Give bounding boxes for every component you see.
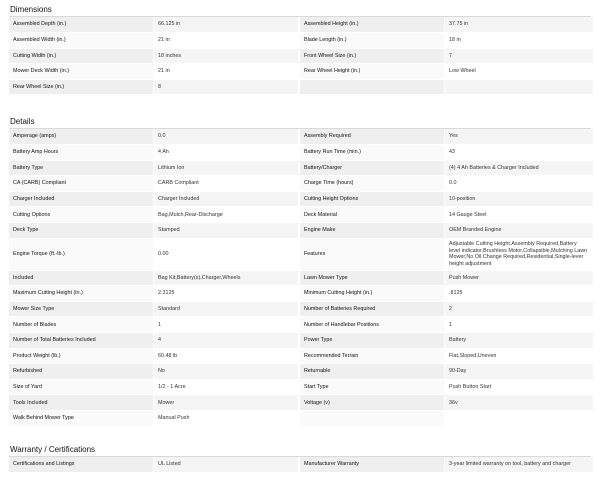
spec-value: Bag,Mulch,Rear-Discharge	[154, 207, 299, 223]
spec-value: Push Button Start	[445, 379, 594, 395]
spec-label: Tools Included	[9, 395, 154, 411]
spec-value: 7	[445, 48, 594, 64]
spec-label: Cutting Options	[9, 207, 154, 223]
spec-label: Battery Amp Hours	[9, 145, 154, 161]
spec-row	[9, 64, 593, 80]
spec-row	[9, 79, 593, 95]
spec-label: Cutting Width (in.)	[9, 48, 154, 64]
spec-label: Power Type	[300, 333, 445, 349]
spec-value: Push Mower	[445, 270, 594, 286]
spec-value: OEM Branded Engine	[445, 223, 594, 239]
spec-value: 10-position	[445, 191, 594, 207]
spec-value: Stamped	[154, 223, 299, 239]
spec-row	[9, 160, 593, 176]
spec-label: Assembled Depth (in.)	[9, 17, 154, 33]
spec-value: Yes	[445, 129, 594, 145]
spec-row	[9, 395, 593, 411]
spec-label: CA (CARB) Compliant	[9, 176, 154, 192]
spec-value: 36v	[445, 395, 594, 411]
spec-value: 4 Ah	[154, 145, 299, 161]
details-section	[9, 116, 591, 427]
spec-label: Deck Type	[9, 223, 154, 239]
spec-row	[9, 17, 593, 33]
spec-value: 0.0	[154, 129, 299, 145]
spec-row	[9, 317, 593, 333]
spec-label: Assembled Height (in.)	[300, 17, 445, 33]
spec-label: Walk Behind Mower Type	[9, 411, 154, 427]
spec-value: CARB Compliant	[154, 176, 299, 192]
spec-row	[9, 348, 593, 364]
spec-label: Number of Handlebar Positions	[300, 317, 445, 333]
spec-value: 8	[154, 79, 299, 95]
spec-row	[9, 191, 593, 207]
spec-label: Minimum Cutting Height (in.)	[300, 286, 445, 302]
spec-row	[9, 223, 593, 239]
spec-value: Mower	[154, 395, 299, 411]
spec-row	[9, 33, 593, 49]
spec-label: Rear Wheel Height (in.)	[300, 64, 445, 80]
spec-label: Manufacturer Warranty	[300, 457, 445, 472]
details-title: Details	[9, 116, 591, 129]
spec-label: Battery/Charger	[300, 160, 445, 176]
spec-row	[9, 238, 593, 270]
spec-row	[9, 286, 593, 302]
dimensions-section	[9, 4, 591, 95]
spec-value: Manual Push	[154, 411, 299, 427]
spec-value: 2	[445, 301, 594, 317]
spec-label: Voltage (v)	[300, 395, 445, 411]
dimensions-table	[9, 17, 593, 95]
spec-row	[9, 364, 593, 380]
spec-row	[9, 411, 593, 427]
spec-label: Amperage (amps)	[9, 129, 154, 145]
spec-value: Standard	[154, 301, 299, 317]
spec-label: Features	[300, 238, 445, 270]
spec-label: Charger Included	[9, 191, 154, 207]
spec-value: .8125	[445, 286, 594, 302]
spec-label: Engine Make	[300, 223, 445, 239]
spec-label: Returnable	[300, 364, 445, 380]
spec-value: 3-year limited warranty on tool, battery and charger	[445, 457, 594, 472]
spec-label	[300, 411, 445, 427]
spec-value: 21 in	[154, 33, 299, 49]
spec-label: Rear Wheel Size (in.)	[9, 79, 154, 95]
spec-row	[9, 379, 593, 395]
spec-value: Battery	[445, 333, 594, 349]
spec-label: Certifications and Listings	[9, 457, 154, 472]
spec-label: Mower Deck Width (in.)	[9, 64, 154, 80]
spec-label: Size of Yard	[9, 379, 154, 395]
spec-value: 18 inches	[154, 48, 299, 64]
spec-value	[445, 79, 594, 95]
spec-value: 1	[154, 317, 299, 333]
spec-row	[9, 48, 593, 64]
spec-row	[9, 129, 593, 145]
details-table	[9, 129, 593, 427]
spec-row	[9, 270, 593, 286]
dimensions-title: Dimensions	[9, 4, 591, 17]
spec-row	[9, 145, 593, 161]
spec-label: Recommended Terrain	[300, 348, 445, 364]
spec-value: 0.00	[154, 238, 299, 270]
spec-label: Maximum Cutting Height (in.)	[9, 286, 154, 302]
spec-label: Lawn Mower Type	[300, 270, 445, 286]
spec-value	[445, 411, 594, 427]
spec-label: Blade Length (in.)	[300, 33, 445, 49]
spec-value: 1/2 - 1 Acre	[154, 379, 299, 395]
warranty-table	[9, 457, 593, 473]
spec-value: Adjustable Cutting Height,Assembly Required,Battery level indicator,Brushless Motor,Collapsible,Mulching Lawn Mower,No Oil Change Required,Residential,Single-lever height adjustment	[445, 238, 594, 270]
spec-label: Product Weight (lb.)	[9, 348, 154, 364]
spec-value: Lithium Ion	[154, 160, 299, 176]
spec-value: (4) 4 Ah Batteries & Charger Included	[445, 160, 594, 176]
spec-label: Battery Run Time (min.)	[300, 145, 445, 161]
spec-value: 21 in	[154, 64, 299, 80]
spec-label: Front Wheel Size (in.)	[300, 48, 445, 64]
spec-value: Bag Kit,Battery(s),Charger,Wheels	[154, 270, 299, 286]
spec-value: 14 Gauge Steel	[445, 207, 594, 223]
spec-value: Flat,Sloped,Uneven	[445, 348, 594, 364]
spec-label: Number of Batteries Required	[300, 301, 445, 317]
spec-value: 43	[445, 145, 594, 161]
spec-value: 18 in	[445, 33, 594, 49]
spec-label: Cutting Height Options	[300, 191, 445, 207]
warranty-title: Warranty / Certifications	[9, 444, 591, 457]
spec-label: Included	[9, 270, 154, 286]
spec-row	[9, 176, 593, 192]
spec-value: UL Listed	[154, 457, 299, 472]
spec-label: Number of Blades	[9, 317, 154, 333]
spec-label: Engine Torque (ft.-lb.)	[9, 238, 154, 270]
spec-value: 2.3125	[154, 286, 299, 302]
warranty-section	[9, 444, 591, 473]
spec-value: Charger Included	[154, 191, 299, 207]
spec-label: Assembly Required	[300, 129, 445, 145]
spec-label: Number of Total Batteries Included	[9, 333, 154, 349]
spec-value: 0.0	[445, 176, 594, 192]
spec-label: Deck Material	[300, 207, 445, 223]
spec-row	[9, 457, 593, 472]
spec-value: 60.48 lb	[154, 348, 299, 364]
spec-value: 4	[154, 333, 299, 349]
spec-value: No	[154, 364, 299, 380]
spec-row	[9, 207, 593, 223]
spec-label	[300, 79, 445, 95]
spec-value: 90-Day	[445, 364, 594, 380]
spec-row	[9, 333, 593, 349]
spec-value: Low Wheel	[445, 64, 594, 80]
spec-label: Start Type	[300, 379, 445, 395]
spec-label: Assembled Width (in.)	[9, 33, 154, 49]
spec-label: Battery Type	[9, 160, 154, 176]
spec-row	[9, 301, 593, 317]
spec-value: 1	[445, 317, 594, 333]
spec-value: 37.75 in	[445, 17, 594, 33]
spec-label: Charge Time (hours)	[300, 176, 445, 192]
spec-label: Refurbished	[9, 364, 154, 380]
spec-value: 66.125 in	[154, 17, 299, 33]
spec-label: Mower Size Type	[9, 301, 154, 317]
